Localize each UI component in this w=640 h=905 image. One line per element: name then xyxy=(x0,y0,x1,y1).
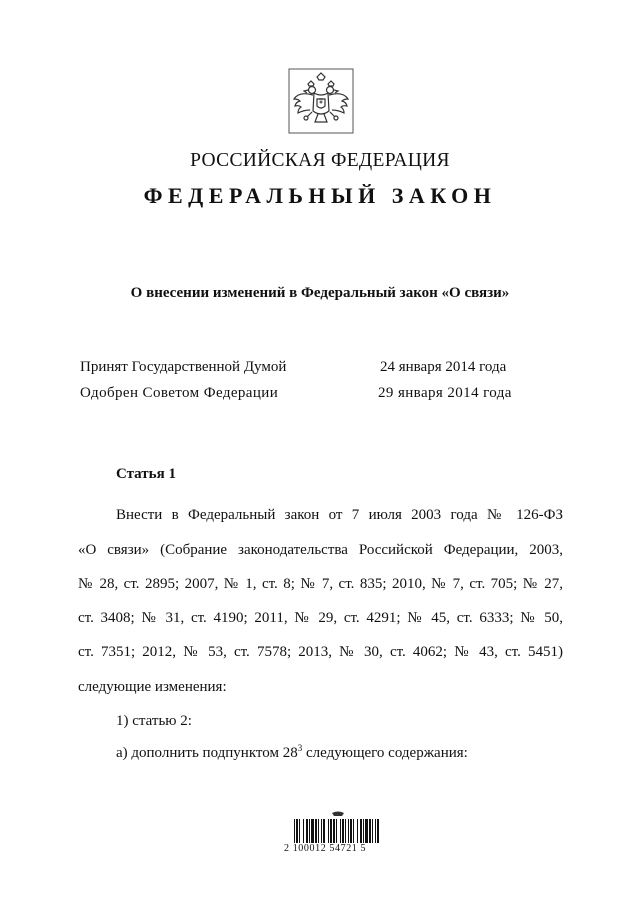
barcode-bar xyxy=(299,819,300,843)
barcode-bar xyxy=(306,819,308,843)
barcode-bar xyxy=(365,819,368,843)
barcode-emblem-icon xyxy=(332,812,344,817)
barcode-bar xyxy=(350,819,352,843)
barcode-bar xyxy=(377,819,379,843)
barcode-bar xyxy=(340,819,341,843)
barcode-bar xyxy=(318,819,319,843)
barcode-bar xyxy=(375,819,376,843)
article-text-line: «О связи» (Собрание законодательства Российской Федерации, 2003, xyxy=(78,542,563,558)
approved-label: Одобрен Советом Федерации xyxy=(80,385,279,401)
list-item-text: следующего содержания: xyxy=(302,745,468,761)
list-item-text: а) дополнить подпунктом 28 xyxy=(116,745,298,761)
country-heading: РОССИЙСКАЯ ФЕДЕРАЦИЯ xyxy=(190,150,450,171)
barcode-bar xyxy=(369,819,371,843)
barcode-bars xyxy=(288,810,388,844)
barcode-bar xyxy=(336,819,337,843)
barcode-bar xyxy=(357,819,358,843)
barcode-bar xyxy=(363,819,364,843)
barcode-bar xyxy=(348,819,349,843)
article-text-line: ст. 7351; 2012, № 53, ст. 7578; 2013, № 30, ст. 4062; № 43, ст. 5451) xyxy=(78,644,563,660)
list-item xyxy=(116,745,468,762)
law-type-heading: ФЕДЕРАЛЬНЫЙ ЗАКОН xyxy=(143,183,497,208)
article-text-line: № 28, ст. 2895; 2007, № 1, ст. 8; № 7, ст. 835; 2010, № 7, ст. 705; № 27, xyxy=(78,576,563,592)
approved-date: 29 января 2014 года xyxy=(378,385,512,401)
barcode-bar xyxy=(323,819,325,843)
barcode-number: 2 100012 54721 5 xyxy=(284,843,367,854)
adopted-label: Принят Государственной Думой xyxy=(80,359,287,375)
barcode-bar xyxy=(372,819,373,843)
article-heading: Статья 1 xyxy=(116,466,176,482)
barcode-bar xyxy=(294,819,295,843)
barcode-bar xyxy=(309,819,310,843)
superscript: 3 xyxy=(297,743,303,753)
double-headed-eagle-icon xyxy=(288,68,354,134)
barcode-bar xyxy=(328,819,329,843)
barcode-bar xyxy=(315,819,317,843)
article-text-line: ст. 3408; № 31, ст. 4190; 2011, № 29, ст. 4291; № 45, ст. 6333; № 50, xyxy=(78,610,563,626)
barcode-bar xyxy=(296,819,298,843)
article-text-line: следующие изменения: xyxy=(78,679,227,695)
list-item: 1) статью 2: xyxy=(116,713,192,729)
barcode-bar xyxy=(333,819,335,843)
barcode-bar xyxy=(311,819,314,843)
barcode-bar xyxy=(353,819,354,843)
barcode-bar xyxy=(342,819,344,843)
barcode-bar xyxy=(321,819,322,843)
coat-of-arms-emblem xyxy=(288,68,354,134)
law-title: О внесении изменений в Федеральный закон «О связи» xyxy=(130,285,510,301)
barcode-bar xyxy=(330,819,332,843)
barcode-bar xyxy=(360,819,362,843)
adopted-date: 24 января 2014 года xyxy=(380,359,507,375)
barcode-bar xyxy=(345,819,346,843)
article-text-line: Внести в Федеральный закон от 7 июля 2003 года № 126-ФЗ xyxy=(116,507,563,523)
barcode-bar xyxy=(303,819,304,843)
barcode xyxy=(288,810,388,870)
